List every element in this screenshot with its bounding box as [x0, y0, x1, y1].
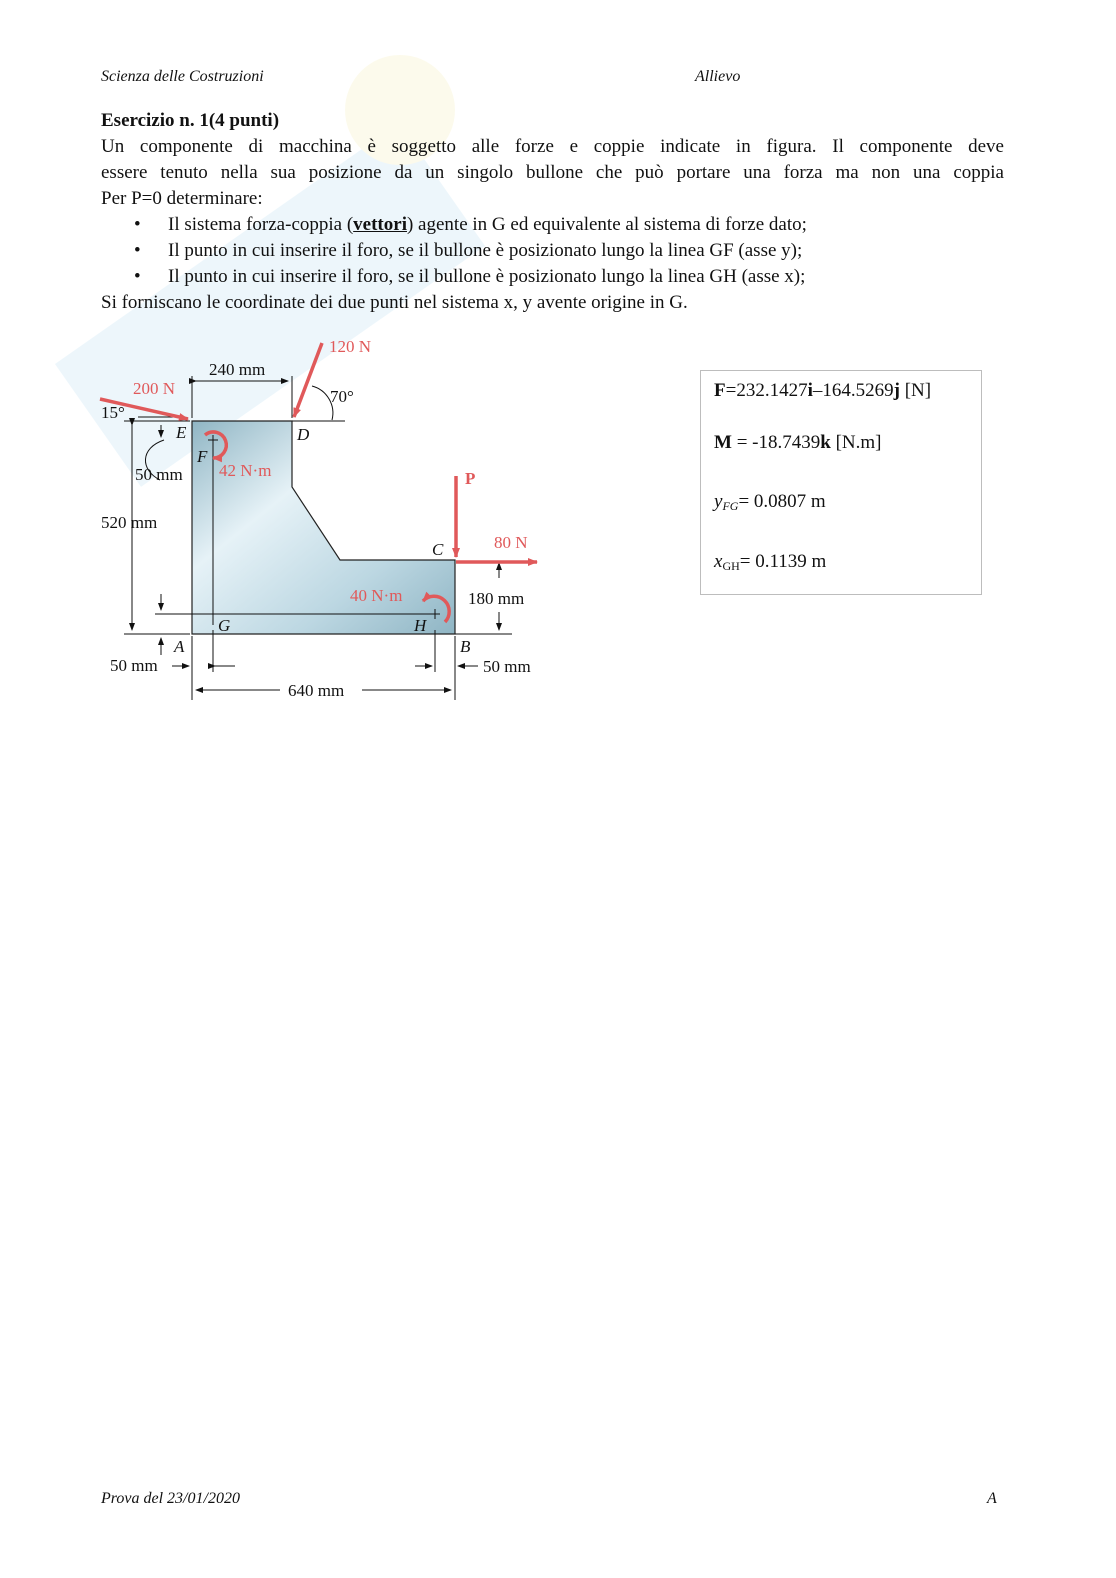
- label-70deg: 70°: [330, 387, 354, 406]
- intro-line-2: essere tenuto nella sua posizione da un singolo bullone che può portare una forza ma non una coppia: [101, 162, 1004, 183]
- label-80n: 80 N: [494, 533, 528, 552]
- answer-box: [700, 370, 982, 595]
- label-50mm-right: 50 mm: [483, 657, 531, 676]
- force-120-arrow: [294, 343, 322, 417]
- label-640mm: 640 mm: [288, 681, 345, 700]
- component-plate: [192, 421, 455, 634]
- label-200n: 200 N: [133, 379, 176, 398]
- answer-moment: M = -18.7439k [N.m]: [714, 432, 882, 453]
- label-force-p: P: [465, 469, 476, 488]
- footer-version: A: [987, 1490, 997, 1507]
- label-point-e: E: [176, 423, 187, 442]
- intro-line-3: Per P=0 determinare:: [101, 188, 263, 209]
- label-50mm-left: 50 mm: [110, 656, 158, 675]
- label-40nm: 40 N·m: [350, 586, 403, 605]
- closing-line: Si forniscano le coordinate dei due punti nel sistema x, y avente origine in G.: [101, 292, 688, 313]
- label-42nm: 42 N·m: [219, 461, 272, 480]
- label-180mm: 180 mm: [468, 589, 525, 608]
- label-240mm: 240 mm: [209, 360, 266, 379]
- task-item-2: • Il punto in cui inserire il foro, se il bullone è posizionato lungo la linea GF (asse y);: [101, 238, 1004, 264]
- exercise-title: Esercizio n. 1(4 punti): [101, 110, 280, 131]
- label-point-b: B: [460, 637, 471, 656]
- task-item-3: • Il punto in cui inserire il foro, se il bullone è posizionato lungo la linea GH (asse x);: [101, 264, 1004, 290]
- header-course-title: Scienza delle Costruzioni: [101, 68, 264, 85]
- label-point-f: F: [197, 447, 208, 466]
- label-point-g: G: [218, 616, 231, 635]
- header-student-label: Allievo: [695, 68, 741, 85]
- answer-force: F=232.1427i–164.5269j [N]: [714, 380, 932, 401]
- answer-x-gh: $x_{GH}= 0.1139$ m: [714, 551, 827, 573]
- label-point-d: D: [297, 425, 310, 444]
- vettori-emphasis: vettori: [353, 214, 407, 235]
- answer-y-fg: $y_{FG}= 0.0807$ m: [714, 491, 826, 513]
- label-15deg: 15°: [101, 403, 125, 422]
- task-item-1: • Il sistema forza-coppia (vettori) agente in G ed equivalente al sistema di forze dato;: [101, 212, 1004, 238]
- footer-exam-date: Prova del 23/01/2020: [101, 1490, 240, 1507]
- label-point-c: C: [432, 540, 444, 559]
- label-120n: 120 N: [329, 337, 372, 356]
- label-520mm: 520 mm: [101, 513, 158, 532]
- label-50mm-top: 50 mm: [135, 465, 183, 484]
- intro-line-1: Un componente di macchina è soggetto alle forze e coppie indicate in figura. Il componente deve: [101, 136, 1004, 157]
- label-point-a: A: [174, 637, 185, 656]
- label-point-h: H: [414, 616, 427, 635]
